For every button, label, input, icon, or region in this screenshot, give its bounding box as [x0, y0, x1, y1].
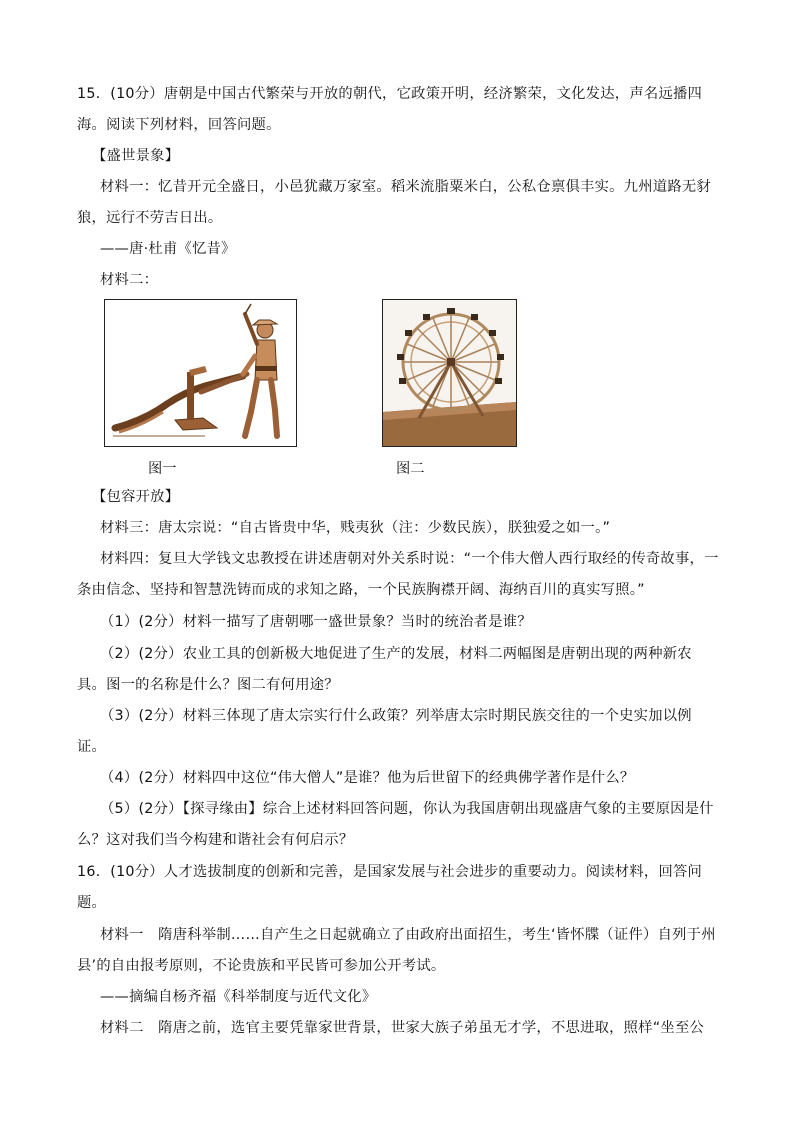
figure-2-waterwheel-image — [382, 299, 517, 447]
q16-material-1-line2: 县’的自由报考原则，不论贵族和平民皆可参加公开考试。 — [77, 958, 446, 974]
material-1-source: ——唐·杜甫《忆昔》 — [100, 241, 236, 257]
q16-material-1-line1: 材料一 隋唐科举制……自产生之日起就确立了由政府出面招生，考生‘皆怀牒（证件）自列于州 — [100, 927, 716, 943]
q16-material-1-source: ——摘编自杨齐福《科举制度与近代文化》 — [100, 989, 377, 1005]
figure-1-caption: 图一 — [148, 461, 177, 477]
section-heading-openness: 【包容开放】 — [92, 489, 180, 505]
q16-material-2-line1: 材料二 隋唐之前，选官主要凭靠家世背景，世家大族子弟虽无才学，不思进取，照样“坐至公 — [100, 1020, 705, 1036]
plough-illustration-icon — [105, 300, 296, 446]
section-heading-prosperity: 【盛世景象】 — [92, 148, 180, 164]
figure-1-plough-image — [104, 299, 297, 447]
q15-stem-line2: 海。阅读下列材料，回答问题。 — [77, 117, 281, 133]
q16-stem-line1: 16．(10分）人才选拔制度的创新和完善，是国家发展与社会进步的重要动力。阅读材料，回答问 — [77, 864, 703, 880]
figure-2-caption: 图二 — [396, 461, 425, 477]
sub-question-4: （4）(2分）材料四中这位“伟大僧人”是谁？他为后世留下的经典佛学著作是什么？ — [100, 770, 635, 786]
material-1-line2: 狼，远行不劳吉日出。 — [77, 210, 223, 226]
material-4-line1: 材料四：复旦大学钱文忠教授在讲述唐朝对外关系时说：“一个伟大僧人西行取经的传奇故事，一 — [100, 551, 719, 567]
sub-question-5-line1: （5）(2分）【探寻缘由】综合上述材料回答问题，你认为我国唐朝出现盛唐气象的主要原因是什 — [100, 801, 714, 817]
sub-question-2-line2: 具。图一的名称是什么？图二有何用途？ — [77, 677, 339, 693]
material-4-line2: 条由信念、坚持和智慧洗铸而成的求知之路，一个民族胸襟开阔、海纳百川的真实写照。” — [77, 582, 645, 598]
sub-question-2-line1: （2）(2分）农业工具的创新极大地促进了生产的发展，材料二两幅图是唐朝出现的两种新农 — [100, 646, 692, 662]
material-2-label: 材料二： — [100, 272, 159, 288]
sub-question-1: （1）(2分）材料一描写了唐朝哪一盛世景象？当时的统治者是谁？ — [100, 614, 532, 630]
sub-question-5-line2: 么？这对我们当今构建和谐社会有何启示？ — [77, 832, 354, 848]
material-1-line1: 材料一：忆昔开元全盛日，小邑犹藏万家室。稻米流脂粟米白，公私仓禀俱丰实。九州道路无豺 — [100, 179, 711, 195]
sub-question-3-line2: 证。 — [77, 739, 107, 755]
material-3: 材料三：唐太宗说：“自古皆贵中华，贱夷狄（注：少数民族），朕独爱之如一。” — [100, 520, 611, 536]
q15-stem-line1: 15．(10分）唐朝是中国古代繁荣与开放的朝代，它政策开明，经济繁荣，文化发达，声名远播四 — [77, 86, 703, 102]
q16-stem-line2: 题。 — [77, 895, 107, 911]
sub-question-3-line1: （3）(2分）材料三体现了唐太宗实行什么政策？列举唐太宗时期民族交往的一个史实加以例 — [100, 708, 692, 724]
waterwheel-illustration-icon — [383, 300, 516, 446]
